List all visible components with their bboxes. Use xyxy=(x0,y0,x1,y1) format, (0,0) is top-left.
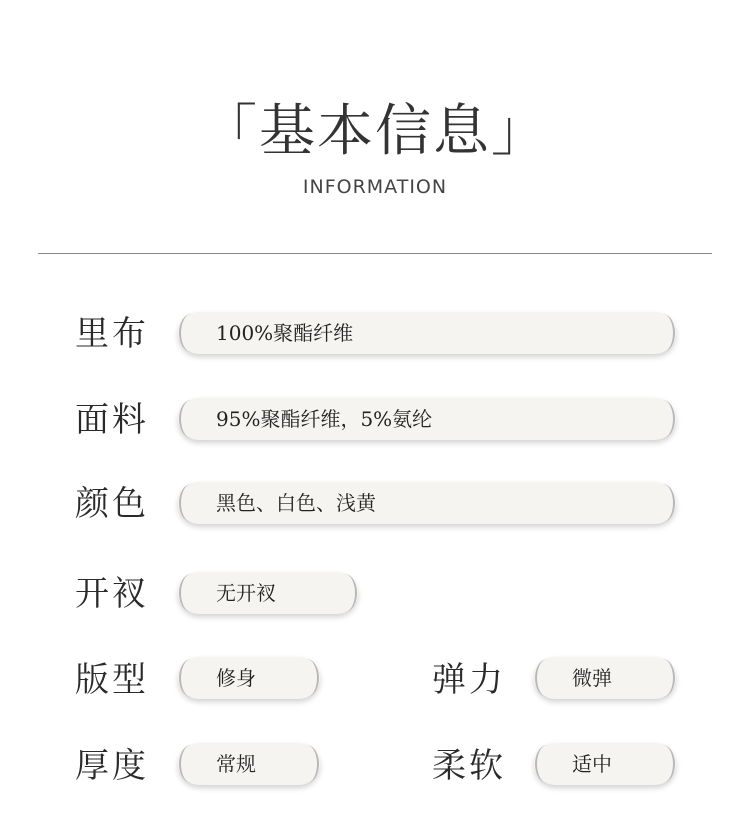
value-pill-fit xyxy=(178,657,320,699)
value-color: 黑色、白色、浅黄 xyxy=(216,491,376,515)
label-fit: 版型 xyxy=(75,660,149,700)
value-fabric: 95%聚酯纤维，5%氨纶 xyxy=(216,407,433,431)
divider xyxy=(38,253,712,254)
value-fit: 修身 xyxy=(216,666,256,690)
section-subtitle: INFORMATION xyxy=(302,176,448,198)
label-slit: 开衩 xyxy=(75,574,149,614)
value-pill-fabric xyxy=(178,398,676,440)
value-elasticity: 微弹 xyxy=(572,666,612,690)
label-lining: 里布 xyxy=(75,314,149,354)
value-thickness: 常规 xyxy=(216,752,256,776)
label-fabric: 面料 xyxy=(75,400,149,440)
value-softness: 适中 xyxy=(572,752,612,776)
label-color: 颜色 xyxy=(75,484,149,524)
value-pill-color xyxy=(178,482,676,524)
section-title: 「基本信息」 xyxy=(201,99,549,164)
value-pill-softness xyxy=(534,743,676,785)
label-softness: 柔软 xyxy=(432,746,506,786)
value-slit: 无开衩 xyxy=(216,581,276,605)
label-elasticity: 弹力 xyxy=(432,660,506,700)
value-pill-thickness xyxy=(178,743,320,785)
value-pill-slit xyxy=(178,572,358,614)
value-pill-lining xyxy=(178,312,676,354)
value-lining: 100%聚酯纤维 xyxy=(216,321,354,345)
value-pill-elasticity xyxy=(534,657,676,699)
label-thickness: 厚度 xyxy=(75,746,149,786)
